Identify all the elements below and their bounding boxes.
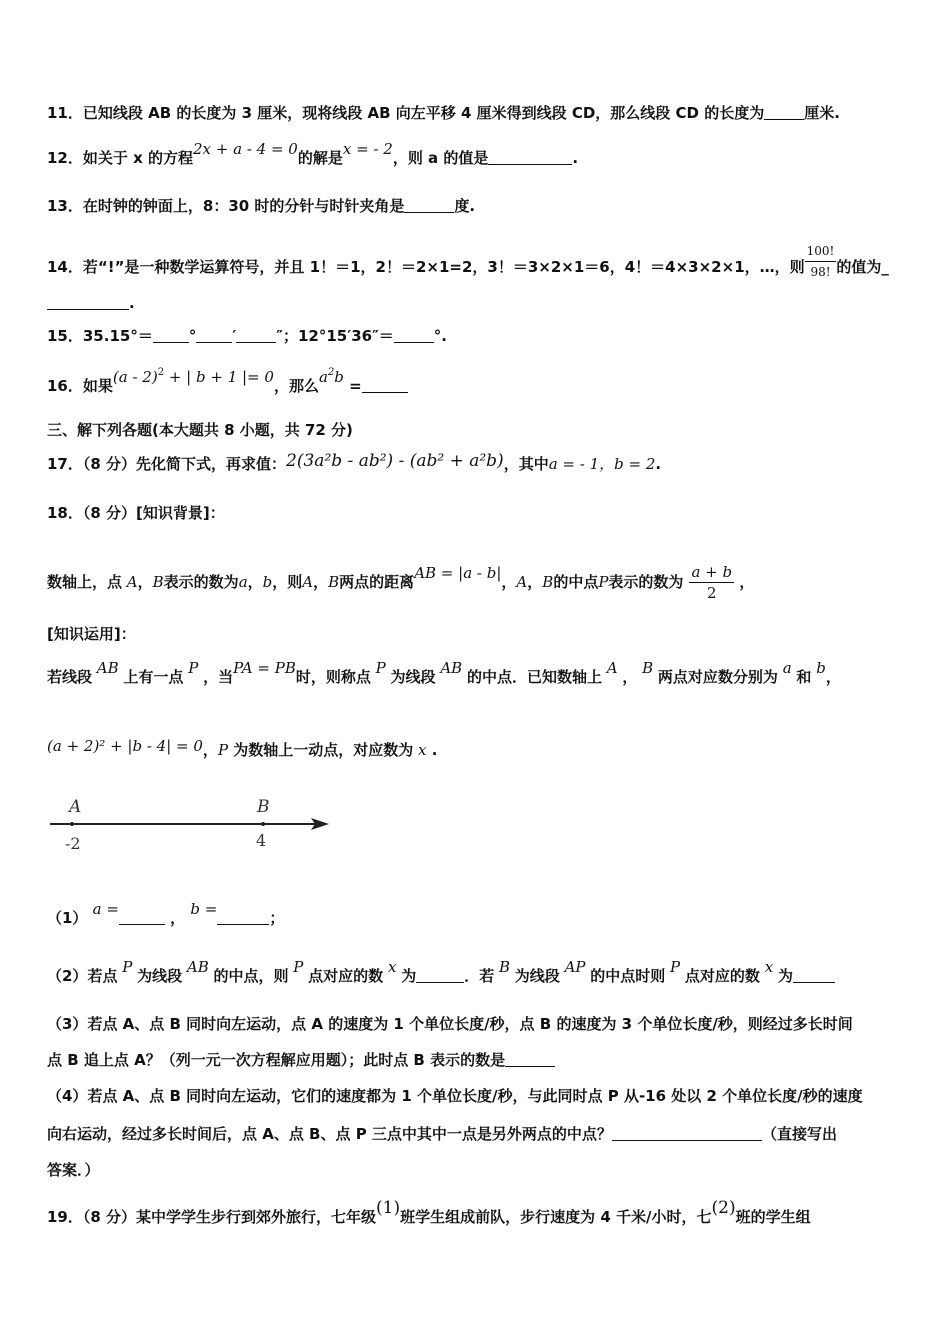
question-15 [47, 326, 447, 346]
q14-fraction [805, 241, 837, 282]
q18-background-line: 数轴上，点 A，B表示的数为a，b，则A，B两点的距离AB = |a - b|，A，B的中点P表示的数为 $\frac{a + b}{2}$ ， [47, 563, 755, 602]
q19-pre: （8 分）某中学学生步行到郊外旅行，七年级 [82, 1208, 377, 1226]
question-14-cont [47, 293, 135, 313]
question-12 [47, 140, 579, 168]
q14-tail: 的值为_ [836, 258, 889, 276]
p4-line-1: 若点 A、点 B 同时向左运动，它们的速度都为 1 个单位长度/秒，与此同时点 P 从-16 处以 2 个单位长度/秒的速度 [87, 1087, 863, 1105]
q12-number: 12． [47, 149, 83, 167]
bg-midpoint-fraction [689, 562, 734, 603]
q11-number: 11． [47, 104, 83, 122]
question-16: 16．如果(a - 2)$^2$ + | b + 1 |= 0，那么$a^2b$ = [47, 372, 408, 396]
q16-answer-blank[interactable] [362, 378, 408, 393]
q16-number: 16． [47, 377, 83, 395]
q18-apply-heading: [知识运用]： [47, 625, 136, 643]
q19-class-1: (1) [376, 1198, 401, 1218]
apply-text-c: ，当 [203, 668, 234, 686]
q15-blank-4[interactable] [394, 328, 434, 343]
question-18 [47, 503, 225, 523]
q18-apply-line: 若线段 AB 上有一点 P ，当PA = PB时，则称点 P 为线段 AB 的中点．已知数轴上 A ， B 两点对应数分别为 a 和 b， [47, 659, 841, 686]
q13-tail: 度. [454, 197, 476, 215]
p4-blank[interactable] [612, 1126, 762, 1141]
apply-text-e: 为线段 [390, 668, 436, 686]
q18-pre: （8 分）[知识背景]： [82, 504, 225, 522]
q15-end: °. [433, 327, 447, 345]
q14-answer-blank[interactable] [47, 295, 129, 310]
q12-mid: 的解是 [297, 149, 343, 167]
section-3-heading: 三、解下列各题(本大题共 8 小题，共 72 分) [47, 421, 353, 439]
q18-part-3-line2 [47, 1050, 555, 1070]
q18-part-3-line1 [47, 1014, 853, 1034]
q13-text: 在时钟的钟面上，8：30 时的分针与时针夹角是 [82, 197, 405, 215]
q17-mid: ，其中 [503, 455, 549, 473]
midpoint-denominator: 2 [706, 584, 717, 602]
bg-text-b: 表示的数为 [163, 573, 239, 591]
q15-part-a: 35.15°＝ [82, 327, 153, 345]
q16-eq-sign: = [343, 377, 362, 395]
q17-pre: （8 分）先化简下式，再求值： [82, 455, 287, 473]
midpoint-numerator: a + b [691, 563, 733, 581]
q15-blank-1[interactable] [153, 328, 189, 343]
q19-class-2: (2) [711, 1198, 736, 1218]
apply-text-g: 两点对应数分别为 [657, 668, 778, 686]
q17-end: . [655, 455, 662, 473]
p2-blank-1[interactable] [416, 968, 464, 983]
q17-expression: 2(3a²b - ab²) - (ab² + a²b) [286, 451, 504, 471]
q18-part-2: （2）若点 P 为线段 AB 的中点，则 P 点对应的数 x 为 ．若 B 为线段 AP 的中点时则 P 点对应的数 x 为 [47, 966, 835, 986]
point-b-value: 4 [256, 831, 267, 850]
question-11 [47, 103, 840, 123]
q19-number: 19． [47, 1208, 83, 1226]
apply-text-d: 时，则称点 [295, 668, 371, 686]
q16-equation: (a - 2) [112, 368, 158, 386]
bg-distance-formula: AB = |a - b| [414, 564, 502, 582]
q14-number: 14． [47, 258, 83, 276]
q15-blank-3[interactable] [236, 328, 276, 343]
q18-part-4-line2 [47, 1124, 837, 1144]
p1-a-label: a = [92, 900, 119, 918]
q13-number: 13． [47, 197, 83, 215]
p2-blank-2[interactable] [793, 968, 835, 983]
q13-answer-blank[interactable] [404, 198, 454, 213]
q12-end: . [572, 149, 579, 167]
p2-text-1: 若点 [87, 967, 118, 985]
q18-part-4-line1 [47, 1086, 863, 1106]
q18-number: 18． [47, 504, 83, 522]
q16-pre: 如果 [82, 377, 113, 395]
q17-condition: a = - 1，b = 2 [548, 455, 656, 473]
q18-condition-line: (a + 2)² + |b - 4| = 0，P 为数轴上一动点，对应数为 x . [47, 737, 438, 759]
question-19 [47, 1198, 811, 1227]
q11-tail: 厘米. [804, 104, 840, 122]
bg-text-c: ，则 [272, 573, 303, 591]
p2-text-4: 点对应的数 [308, 967, 384, 985]
q11-answer-blank[interactable] [764, 105, 804, 120]
q12-answer-blank[interactable] [488, 150, 572, 165]
q15-minute: ′ [232, 327, 237, 345]
p2-text-3: 的中点，则 [213, 967, 289, 985]
q15-blank-2[interactable] [196, 328, 232, 343]
point-b-dot [261, 822, 265, 826]
number-line-figure [45, 792, 345, 856]
bg-text-f: 表示的数为 [608, 573, 684, 591]
p3-line-1: 若点 A、点 B 同时向左运动，点 A 的速度为 1 个单位长度/秒，点 B 的速度为 3 个单位长度/秒，则经过多长时间 [87, 1015, 853, 1033]
q12-solution: x = - 2 [342, 140, 393, 158]
point-a-value: -2 [65, 834, 81, 853]
p2-text-6: ．若 [464, 967, 495, 985]
p2-text-8: 的中点时则 [590, 967, 666, 985]
question-14 [47, 241, 889, 282]
q15-part-d: ″；12°15′36″＝ [276, 327, 394, 345]
apply-text-a: 若线段 [47, 668, 93, 686]
p2-text-5: 为 [401, 967, 417, 985]
q18-part-4-line3: 答案．） [47, 1161, 100, 1179]
question-13 [47, 196, 475, 216]
point-b-label: B [257, 797, 270, 817]
q12-pre: 如关于 x 的方程 [82, 149, 193, 167]
q18-part-1: （1） a = ， b = ； [47, 900, 285, 927]
q16-target-expr: $a^2b$ [318, 367, 344, 386]
q18-condition-equation: (a + 2)² + |b - 4| = 0 [47, 737, 203, 755]
p3-blank[interactable] [505, 1052, 555, 1067]
q15-degree: ° [188, 327, 197, 345]
q15-number: 15． [47, 327, 83, 345]
p4-line-2-tail: （直接写出 [761, 1125, 837, 1143]
p2-text-9: 点对应的数 [684, 967, 760, 985]
q12-equation: 2x + a - 4 = 0 [193, 140, 298, 158]
bg-text-d: 两点的距离 [339, 573, 415, 591]
bg-text-e: 的中点 [553, 573, 599, 591]
p2-text-7: 为线段 [514, 967, 560, 985]
apply-text-b: 上有一点 [123, 668, 184, 686]
point-a-dot [70, 822, 74, 826]
q19-mid: 班学生组成前队，步行速度为 4 千米/小时，七 [400, 1208, 712, 1226]
q16-mid: ，那么 [273, 377, 319, 395]
q14-text: 若“!”是一种数学运算符号，并且 1！＝1，2！＝2×1=2，3！＝3×2×1＝6，4！＝4×3×2×1，…，则 [82, 258, 805, 276]
apply-equation: PA = PB [233, 659, 296, 677]
q11-text: 已知线段 AB 的长度为 3 厘米，现将线段 AB 向左平移 4 厘米得到线段 CD，那么线段 CD 的长度为 [82, 104, 765, 122]
p1-b-blank[interactable] [217, 910, 269, 925]
p1-number: （1） [47, 909, 88, 927]
p4-number: （4） [47, 1087, 88, 1105]
q18-condition-tail: 为数轴上一动点，对应数为 [233, 741, 414, 759]
p2-number: （2） [47, 967, 88, 985]
q16-equation-rest: + | b + 1 |= 0 [164, 368, 274, 386]
apply-text-f: 的中点．已知数轴上 [466, 668, 602, 686]
p3-number: （3） [47, 1015, 88, 1033]
q17-number: 17． [47, 455, 83, 473]
question-17 [47, 451, 662, 474]
bg-text-a: 数轴上，点 [47, 573, 123, 591]
q19-tail: 班的学生组 [735, 1208, 811, 1226]
p4-line-2: 向右运动，经过多长时间后，点 A、点 B、点 P 三点中其中一点是另外两点的中点？ [47, 1125, 612, 1143]
p2-text-10: 为 [777, 967, 793, 985]
q12-tail: ，则 a 的值是 [392, 149, 489, 167]
apply-text-h: 和 [796, 668, 812, 686]
q14-end: . [129, 294, 135, 312]
q14-frac-numerator: 100! [805, 241, 837, 262]
p2-text-2: 为线段 [137, 967, 183, 985]
point-a-label: A [69, 797, 82, 817]
p3-line-2: 点 B 追上点 A？（列一元一次方程解应用题）；此时点 B 表示的数是 [47, 1051, 506, 1069]
p1-b-label: b = [190, 900, 218, 918]
p1-a-blank[interactable] [119, 910, 165, 925]
q14-frac-denominator: 98! [810, 265, 831, 279]
